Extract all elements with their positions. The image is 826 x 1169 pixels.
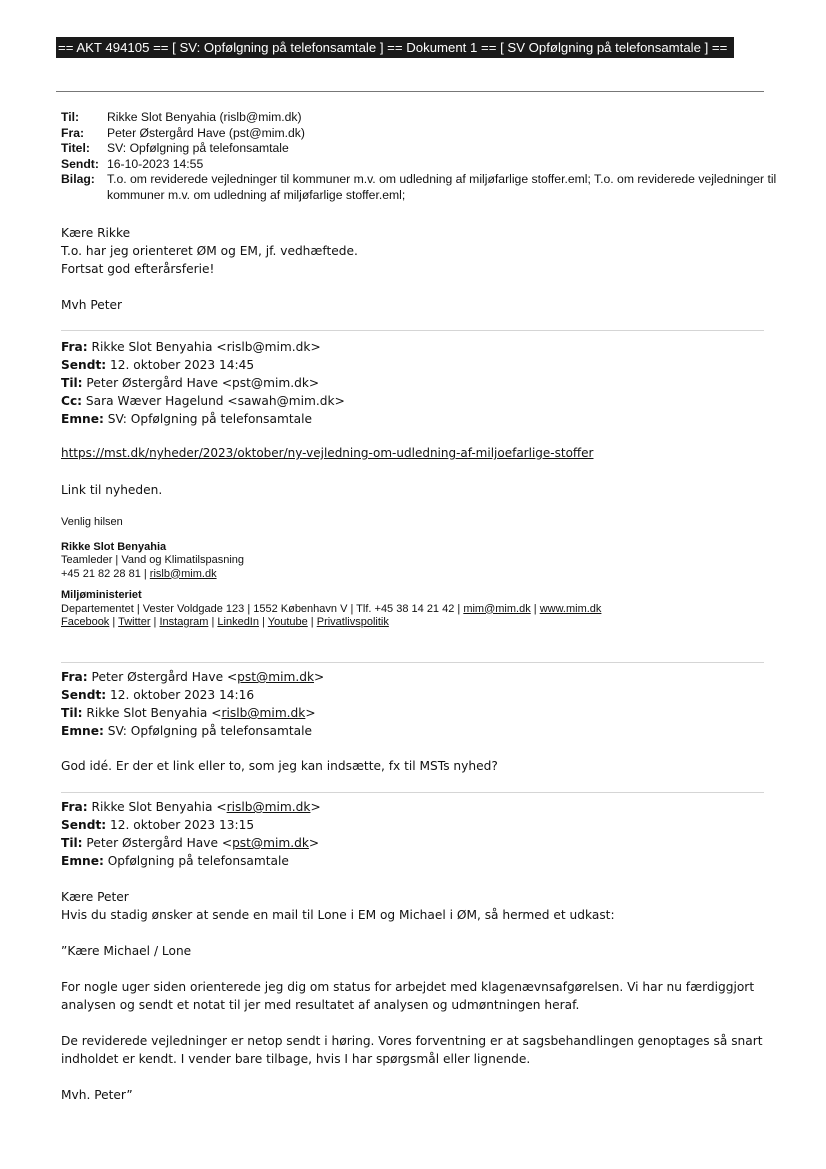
til-label: Til: (61, 110, 80, 124)
org-email-link[interactable]: mim@mim.dk (463, 602, 531, 615)
sendt-label: Sendt: (61, 358, 107, 372)
message-4-body (61, 888, 766, 1104)
message-4-para2: De reviderede vejledninger er netop sendt i høring. Vores forventning er at sagsbehandlingen genoptages så snart indholdet er kendt. I vender bare tilbage, hvis I har spørgsmål eller lignende. (61, 1034, 763, 1066)
social-links: Facebook | Twitter | Instagram | LinkedIn | Youtube | Privatlivspolitik (61, 616, 389, 628)
document-banner: == AKT 494105 == [ SV: Opfølgning på telefonsamtale ] == Dokument 1 == [ SV Opfølgning på telefonsamtale ] == (56, 37, 734, 58)
message-separator (61, 792, 764, 793)
fra-value: Rikke Slot Benyahia <rislb@mim.dk> (91, 340, 321, 354)
signature (61, 516, 601, 630)
titel-label: Titel: (61, 141, 90, 155)
til-email-link[interactable]: rislb@mim.dk (221, 706, 306, 720)
instagram-link[interactable]: Instagram (159, 616, 209, 628)
sendt-label: Sendt: (61, 688, 107, 702)
signature-phone: +45 21 82 28 81 | (61, 567, 150, 580)
til-label: Til: (61, 836, 83, 850)
signature-name: Rikke Slot Benyahia (61, 540, 167, 553)
fra-label: Fra: (61, 670, 88, 684)
privacy-link[interactable]: Privatlivspolitik (316, 616, 389, 628)
emne-label: Emne: (61, 412, 104, 426)
signature-email-link[interactable]: rislb@mim.dk (149, 567, 217, 580)
emne-value: SV: Opfølgning på telefonsamtale (107, 412, 312, 426)
til-label: Til: (61, 706, 83, 720)
sendt-value: 12. oktober 2023 13:15 (110, 818, 255, 832)
bilag-label: Bilag: (61, 172, 95, 186)
til-email-link[interactable]: pst@mim.dk (232, 836, 309, 850)
emne-label: Emne: (61, 724, 104, 738)
fra-end: > (314, 670, 325, 684)
fra-label: Fra: (61, 340, 88, 354)
message-3-text: God idé. Er der et link eller to, som jeg kan indsætte, fx til MSTs nyhed? (61, 759, 498, 773)
bilag-value[interactable]: T.o. om reviderede vejledninger til kommuner m.v. om udledning af miljøfarlige stoffer.eml; T.o. om reviderede vejledninger til kommuner m.v. om udledning af miljøfarlige stoffer.eml; (107, 172, 777, 202)
message-4-quote-greeting: ”Kære Michael / Lone (61, 944, 192, 958)
fra-name: Peter Østergård Have < (91, 670, 238, 684)
cc-label: Cc: (61, 394, 83, 408)
sendt-value: 16-10-2023 14:55 (107, 156, 204, 171)
org-name: Miljøministeriet (61, 589, 142, 601)
message-separator (61, 662, 764, 663)
til-label: Til: (61, 376, 83, 390)
message-2-header (61, 338, 345, 428)
til-value: Rikke Slot Benyahia (rislb@mim.dk) (107, 110, 302, 124)
news-link[interactable]: https://mst.dk/nyheder/2023/oktober/ny-vejledning-om-udledning-af-miljoefarlige-stoffer (61, 446, 594, 460)
fra-label: Fra: (61, 125, 85, 140)
til-end: > (308, 836, 320, 850)
fra-end: > (310, 800, 321, 814)
til-name: Peter Østergård Have < (86, 836, 233, 850)
sendt-label: Sendt: (61, 156, 99, 171)
signature-contact (61, 568, 601, 582)
til-value: Peter Østergård Have <pst@mim.dk> (86, 376, 320, 390)
til-end: > (305, 706, 316, 720)
message-1-greeting: Kære Rikke (61, 226, 131, 240)
twitter-link[interactable]: Twitter (118, 616, 151, 628)
facebook-link[interactable]: Facebook (61, 616, 110, 628)
message-1-closing: Mvh Peter (61, 298, 123, 312)
message-2-url-block (61, 444, 594, 462)
sendt-value: 12. oktober 2023 14:45 (110, 358, 255, 372)
youtube-link[interactable]: Youtube (267, 616, 308, 628)
message-4-quote-closing: Mvh. Peter” (61, 1088, 133, 1102)
signature-title: Teamleder | Vand og Klimatilspasning (61, 554, 245, 566)
cc-value: Sara Wæver Hagelund <sawah@mim.dk> (85, 394, 345, 408)
org-web-link[interactable]: www.mim.dk (539, 602, 602, 615)
sendt-label: Sendt: (61, 818, 107, 832)
fra-value: Peter Østergård Have (pst@mim.dk) (107, 125, 305, 140)
message-3-body (61, 757, 498, 775)
org-separator: | (530, 602, 540, 615)
org-address-line (61, 603, 601, 617)
titel-value: SV: Opfølgning på telefonsamtale (107, 141, 289, 155)
message-2-text: Link til nyheden. (61, 483, 163, 497)
emne-value: Opfølgning på telefonsamtale (107, 854, 289, 868)
message-1-body (61, 224, 358, 314)
message-4-line1: Hvis du stadig ønsker at sende en mail til Lone i EM og Michael i ØM, så hermed et udkast: (61, 908, 615, 922)
emne-value: SV: Opfølgning på telefonsamtale (107, 724, 312, 738)
fra-label: Fra: (61, 800, 88, 814)
message-separator (61, 330, 764, 331)
message-4-greeting: Kære Peter (61, 890, 129, 904)
fra-name: Rikke Slot Benyahia < (91, 800, 227, 814)
fra-email-link[interactable]: pst@mim.dk (237, 670, 315, 684)
emne-label: Emne: (61, 854, 104, 868)
message-1-line2: Fortsat god efterårsferie! (61, 262, 215, 276)
message-2-body (61, 481, 162, 499)
message-4-header (61, 798, 321, 870)
sendt-value: 12. oktober 2023 14:16 (110, 688, 255, 702)
regards: Venlig hilsen (61, 516, 123, 528)
message-1-line1: T.o. har jeg orienteret ØM og EM, jf. vedhæftede. (61, 244, 358, 258)
message-4-para1: For nogle uger siden orienterede jeg dig om status for arbejdet med klagenævnsafgørelsen. Vi har nu færdiggjort analysen og sendt et notat til jer med resultatet af analysen og udmøntningen heraf. (61, 980, 755, 1012)
linkedin-link[interactable]: LinkedIn (217, 616, 259, 628)
header-divider (56, 91, 764, 92)
til-name: Rikke Slot Benyahia < (86, 706, 222, 720)
org-address: Departementet | Vester Voldgade 123 | 1552 København V | Tlf. +45 38 14 21 42 | (61, 602, 464, 615)
email-metadata (61, 110, 797, 203)
message-3-header (61, 668, 324, 740)
fra-email-link[interactable]: rislb@mim.dk (226, 800, 311, 814)
